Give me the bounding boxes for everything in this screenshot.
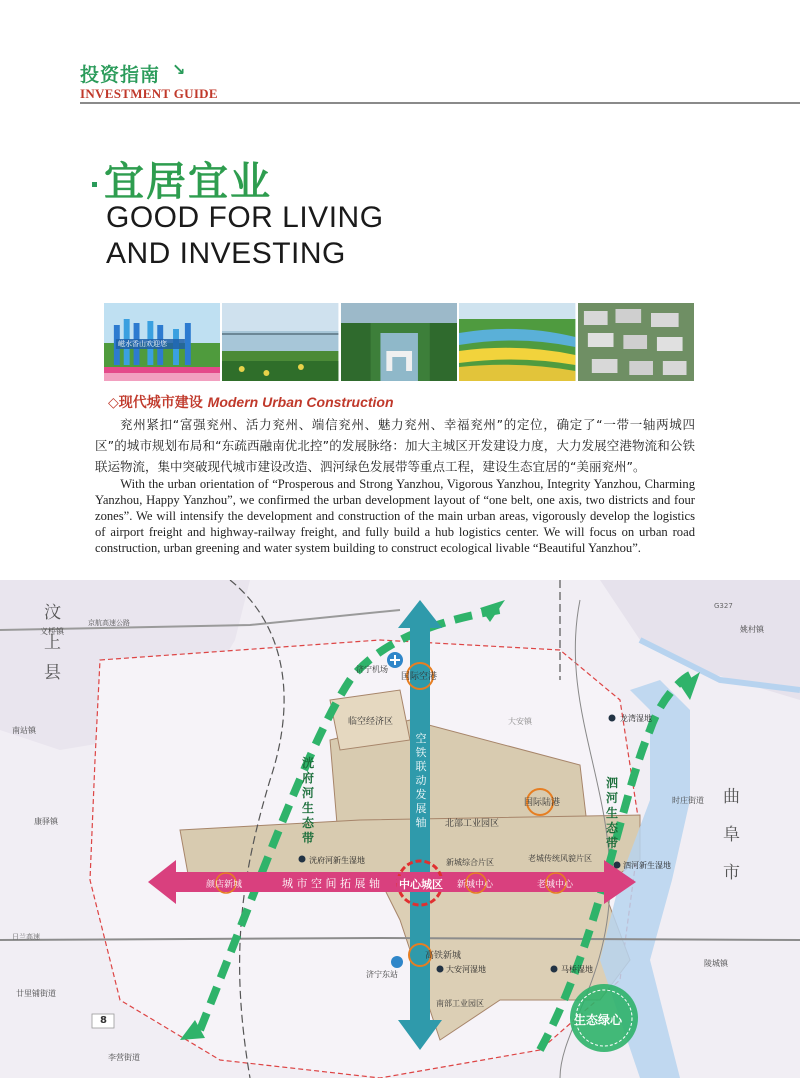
sihe-belt-label: 泗 河 生 态 带 bbox=[606, 776, 619, 850]
page-title-zh: 宜居宜业 bbox=[104, 159, 272, 205]
section-title-zh: 投资指南 bbox=[80, 64, 161, 86]
page-title-en bbox=[106, 200, 384, 272]
title-en-line1: GOOD FOR LIVING bbox=[106, 201, 384, 234]
vertical-axis-label: 空 铁 联 动 发 展 轴 bbox=[415, 732, 427, 829]
eco-green-heart-badge: 生态绿心 bbox=[574, 1013, 623, 1027]
place-lingcheng: 陵城镇 bbox=[704, 959, 728, 968]
sihe-wetland-label: 泗河新生湿地 bbox=[623, 861, 671, 870]
lincheng-zone-label: 临空经济区 bbox=[348, 717, 394, 727]
place-yaocun: 姚村镇 bbox=[740, 625, 764, 634]
guangfu-wetland-label: 洸府河新生湿地 bbox=[309, 856, 365, 865]
urban-plan-map bbox=[0, 580, 800, 1078]
north-industrial-label: 北部工业园区 bbox=[445, 819, 500, 829]
region-wenshang: 汶 上 县 bbox=[44, 603, 61, 683]
place-shilipu: 廿里铺街道 bbox=[16, 989, 56, 998]
daan-wetland-label: 大安河湿地 bbox=[446, 965, 486, 974]
laocheng-center-label: 老城中心 bbox=[537, 880, 574, 890]
xincheng-complex-label: 新城综合片区 bbox=[446, 858, 494, 867]
body-paragraph-zh: 兖州紧扣“富强兖州、活力兖州、端信兖州、魅力兖州、幸福兖州”的定位，确定了“一带一轴两城四区”的城市规划布局和“东疏西融南优北控”的发展脉络：加大主城区开发建设力度，大力发展空港物流和公铁联运物流，集中突破现代城市建设改造、泗河绿色发展带等重点工程，建设生态宜居的“美丽兖州”。 bbox=[95, 417, 695, 474]
maqiao-wetland-label: 马桥湿地 bbox=[561, 965, 593, 974]
photo-sign-garden bbox=[104, 303, 220, 381]
south-industrial-label: 南部工业园区 bbox=[436, 999, 484, 1008]
section-heading-zh: 现代城市建设 bbox=[118, 395, 203, 411]
center-district-label: 中心城区 bbox=[399, 878, 443, 891]
yandian-newtown-label: 颜店新城 bbox=[206, 880, 243, 890]
title-dot bbox=[92, 182, 97, 187]
header-divider bbox=[80, 102, 800, 104]
land-port-label: 国际陆港 bbox=[524, 798, 561, 808]
section-heading-en: Modern Urban Construction bbox=[207, 394, 394, 410]
section-heading bbox=[108, 392, 394, 412]
title-en-line2: AND INVESTING bbox=[106, 237, 346, 270]
arrow-down-right-icon: ↘ bbox=[172, 60, 186, 79]
airport-port-label: 国际空港 bbox=[401, 672, 438, 682]
place-kangyi: 康驿镇 bbox=[34, 817, 58, 826]
place-expressway: 京航高速公路 bbox=[88, 619, 130, 627]
place-nanzhan: 南站镇 bbox=[12, 726, 36, 735]
photo-wetland-arch bbox=[341, 303, 457, 381]
xincheng-center-label: 新城中心 bbox=[457, 880, 494, 890]
body-paragraph-en: With the urban orientation of “Prosperous and Strong Yanzhou, Vigorous Yanzhou, Integrity Yanzhou, Charming Yanzhou, Happy Yanzhou”, we confirmed the urban development layout of “one belt, one axis, two districts and four zones”. We will intensify the development and construction of the main urban areas, vigorously develop the logistics of airport freight and highway-railway freight, and fully build a hub logistics center. We will focus on urban road construction, urban greening and water system building to construct ecological livable “Beautiful Yanzhou”. bbox=[95, 477, 695, 555]
region-qufu: 曲 阜 市 bbox=[723, 787, 740, 883]
photo-village bbox=[578, 303, 694, 381]
place-daan-town: 大安镇 bbox=[508, 717, 532, 726]
old-city-scenic-label: 老城传统风貌片区 bbox=[528, 854, 592, 863]
photo-strip bbox=[104, 303, 694, 381]
guangfu-belt-label: 洸 府 河 生 态 带 bbox=[302, 756, 315, 845]
place-shizhuang: 时庄街道 bbox=[672, 796, 704, 805]
section-title-en: INVESTMENT GUIDE bbox=[80, 86, 218, 101]
diamond-bullet-icon: ◇ bbox=[108, 395, 119, 411]
road-g327: G327 bbox=[714, 602, 733, 610]
photo-flower-fields bbox=[459, 303, 575, 381]
photo-river bbox=[222, 303, 338, 381]
page-number: 8 bbox=[100, 1015, 107, 1026]
place-liying: 李营街道 bbox=[108, 1053, 140, 1062]
road-rilan: 日兰高速 bbox=[12, 933, 40, 941]
sign-text: 嵫水香山欢迎您 bbox=[118, 340, 167, 348]
place-yiqiao: 义桥镇 bbox=[40, 627, 64, 636]
jining-east-station-label: 济宁东站 bbox=[366, 970, 398, 979]
horizontal-axis-label: 城 市 空 间 拓 展 轴 bbox=[282, 877, 380, 890]
jining-airport-label: 济宁机场 bbox=[356, 665, 388, 674]
longwan-wetland-label: 龙湾湿地 bbox=[620, 714, 652, 723]
gaotie-newtown-label: 高铁新城 bbox=[425, 951, 462, 961]
